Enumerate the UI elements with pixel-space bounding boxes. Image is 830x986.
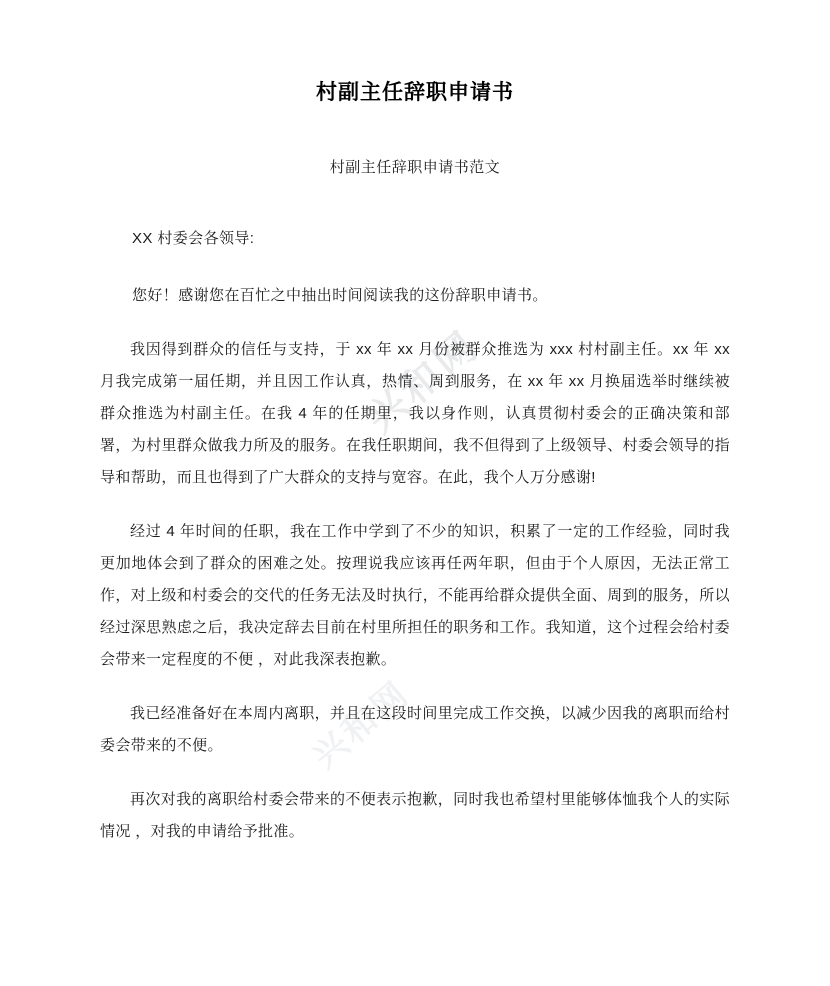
page-title: 村副主任辞职申请书	[316, 81, 514, 104]
document-subtitle: 村副主任辞职申请书范文	[329, 159, 501, 177]
body-paragraph-2: 经过 4 年时间的任职，我在工作中学到了不少的知识，积累了一定的工作经验，同时我更加地体会到了群众的困难之处。按理说我应该再任两年职，但由于个人原因，无法正常工作，对上级和村委会的交代的任务无法及时执行，不能再给群众提供全面、周到的服务，所以经过深思熟虑之后，我决定辞去目前在村里所担任的职务和工作。我知道，这个过程会给村委会带来一定程度的不便 ，对此我深表抱歉。	[100, 523, 730, 668]
watermark-text-secondary: 兴和网	[305, 673, 418, 777]
salutation-line: XX 村委会各领导:	[132, 230, 255, 248]
greeting-line: 您好！感谢您在百忙之中抽出时间阅读我的这份辞职申请书。	[132, 286, 548, 304]
watermark-text: 兴和网	[358, 322, 488, 442]
body-paragraph-4: 再次对我的离职给村委会带来的不便表示抱歉，同时我也希望村里能够体恤我个人的实际情况 ，对我的申请给予批准。	[100, 790, 730, 840]
body-paragraph-3: 我已经准备好在本周内离职，并且在这段时间里完成工作交换，以减少因我的离职而给村委会带来的不便。	[100, 704, 730, 754]
body-paragraph-1: 我因得到群众的信任与支持，于 xx 年 xx 月份被群众推选为 xxx 村村副主任。xx 年 xx 月我完成第一届任期，并且因工作认真，热情、周到服务，在 xx 年 xx 月换届选举时继续被群众推选为村副主任。在我 4 年的任期里，我以身作则，认真贯彻村委会的正确决策和部署，为村里群众做我力所及的服务。在我任职期间，我不但得到了上级领导、村委会领导的指导和帮助，而且也得到了广大群众的支持与宽容。在此，我个人万分感谢!	[100, 341, 730, 487]
